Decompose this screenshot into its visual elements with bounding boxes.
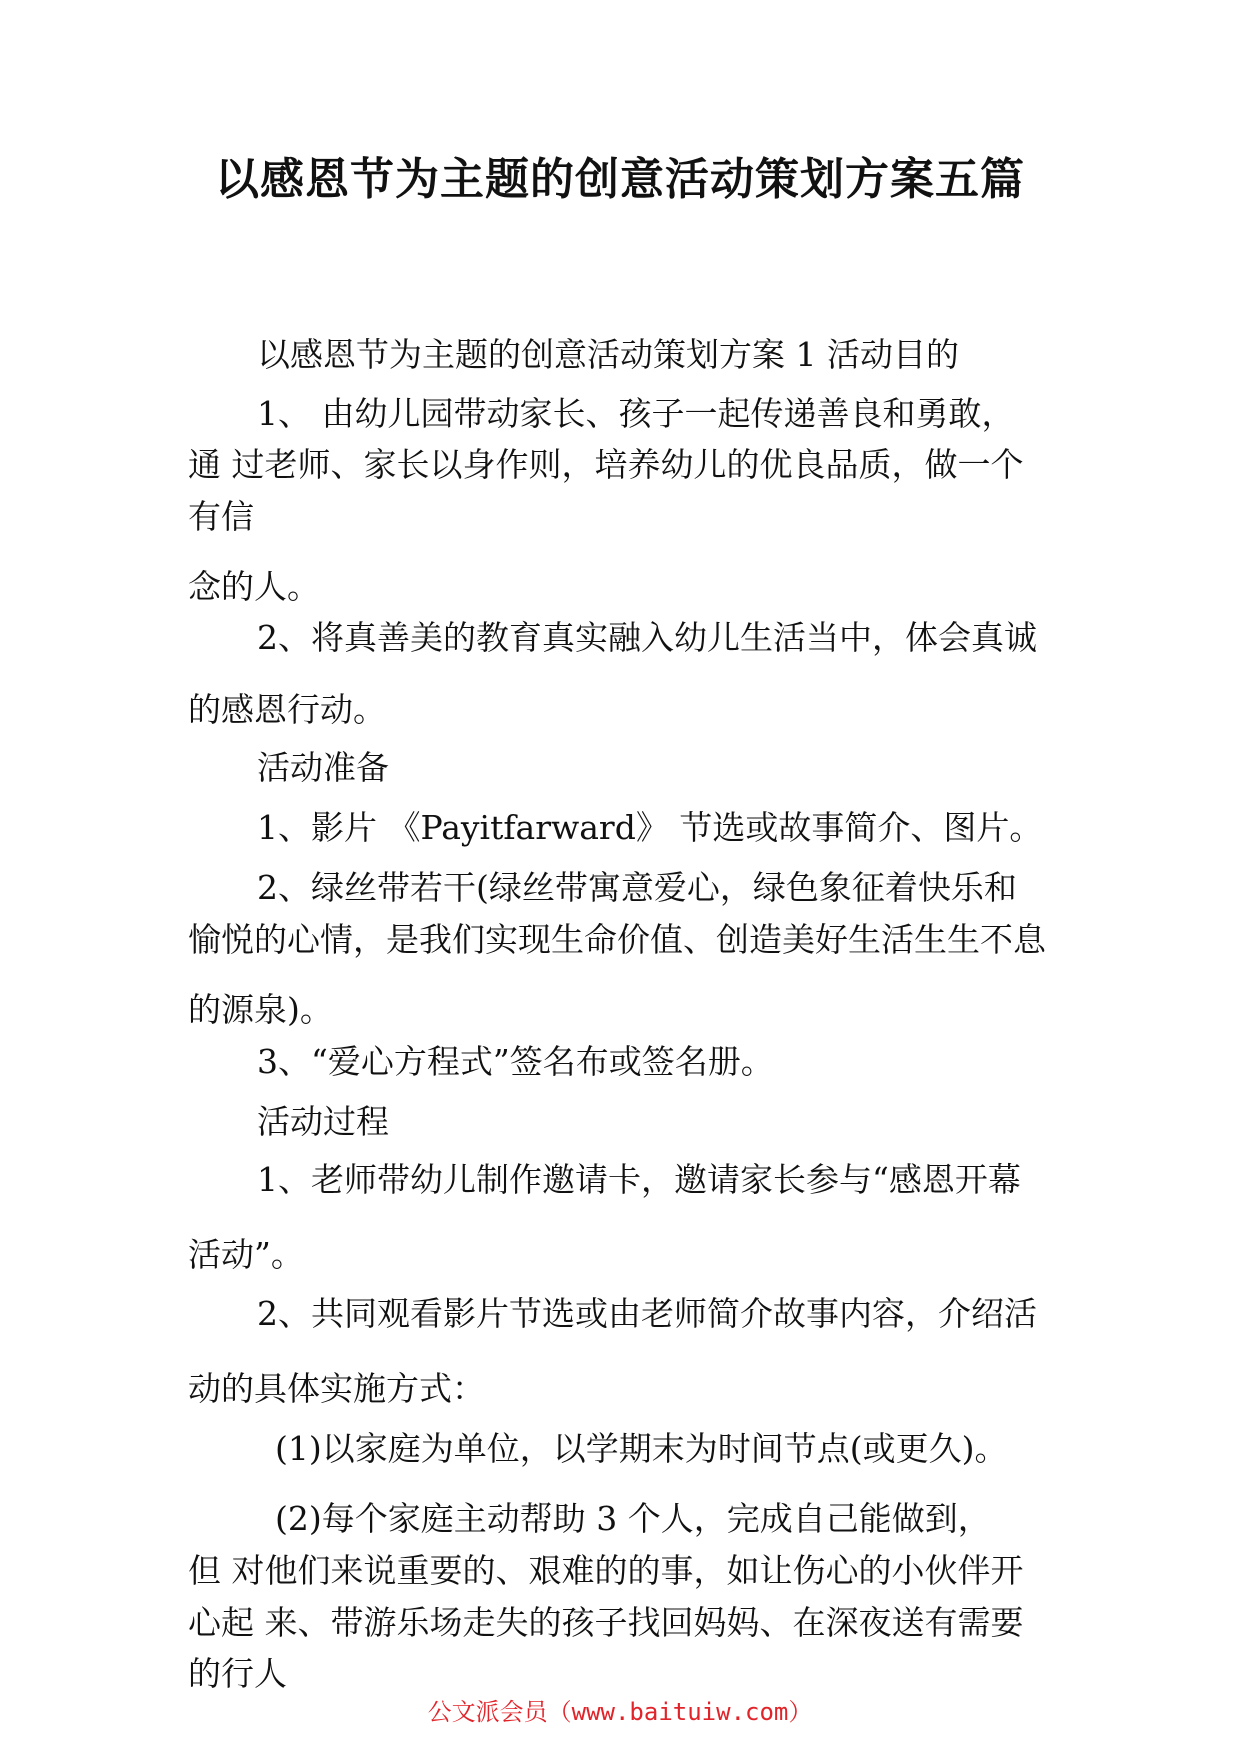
paragraph-line: 以感恩节为主题的创意活动策划方案 1 活动目的 [257, 335, 959, 374]
paragraph-line: 动的具体实施方式： [188, 1369, 485, 1408]
paragraph-line: 有信 [188, 497, 254, 536]
document-title: 以感恩节为主题的创意活动策划方案五篇 [215, 154, 1025, 205]
paragraph-line: 3、“爱心方程式”签名布或签名册。 [257, 1042, 774, 1081]
paragraph-line: 活动”。 [188, 1235, 304, 1274]
section-heading: 活动准备 [257, 748, 389, 787]
paragraph-line: 的源泉)。 [188, 990, 333, 1029]
paragraph-line: 愉悦的心情，是我们实现生命价值、创造美好生活生生不息 [188, 920, 1046, 959]
paragraph-line: 1、影片 《Payitfarward》 节选或故事简介、图片。 [257, 808, 1043, 847]
paragraph-line: 的行人 [188, 1654, 287, 1693]
paragraph-line: 心起 来、带游乐场走失的孩子找回妈妈、在深夜送有需要 [188, 1603, 1024, 1642]
footer-watermark: 公文派会员（www.baituiw.com） [427, 1698, 813, 1726]
paragraph-line: 2、将真善美的教育真实融入幼儿生活当中，体会真诚 [257, 618, 1037, 657]
paragraph-line: 1、 由幼儿园带动家长、孩子一起传递善良和勇敢， [257, 394, 1015, 433]
paragraph-line: (2)每个家庭主动帮助 3 个人，完成自己能做到， [275, 1499, 991, 1538]
section-heading: 活动过程 [257, 1102, 389, 1141]
paragraph-line: 2、共同观看影片节选或由老师简介故事内容，介绍活 [257, 1294, 1037, 1333]
paragraph-line: (1)以家庭为单位，以学期末为时间节点(或更久)。 [275, 1429, 1008, 1468]
paragraph-line: 但 对他们来说重要的、艰难的的事，如让伤心的小伙伴开 [188, 1551, 1024, 1590]
paragraph-line: 1、老师带幼儿制作邀请卡，邀请家长参与“感恩开幕 [257, 1160, 1021, 1199]
paragraph-line: 念的人。 [188, 567, 320, 606]
paragraph-line: 2、绿丝带若干(绿丝带寓意爱心，绿色象征着快乐和 [257, 868, 1017, 907]
paragraph-line: 通 过老师、家长以身作则，培养幼儿的优良品质，做一个 [188, 445, 1024, 484]
paragraph-line: 的感恩行动。 [188, 690, 386, 729]
